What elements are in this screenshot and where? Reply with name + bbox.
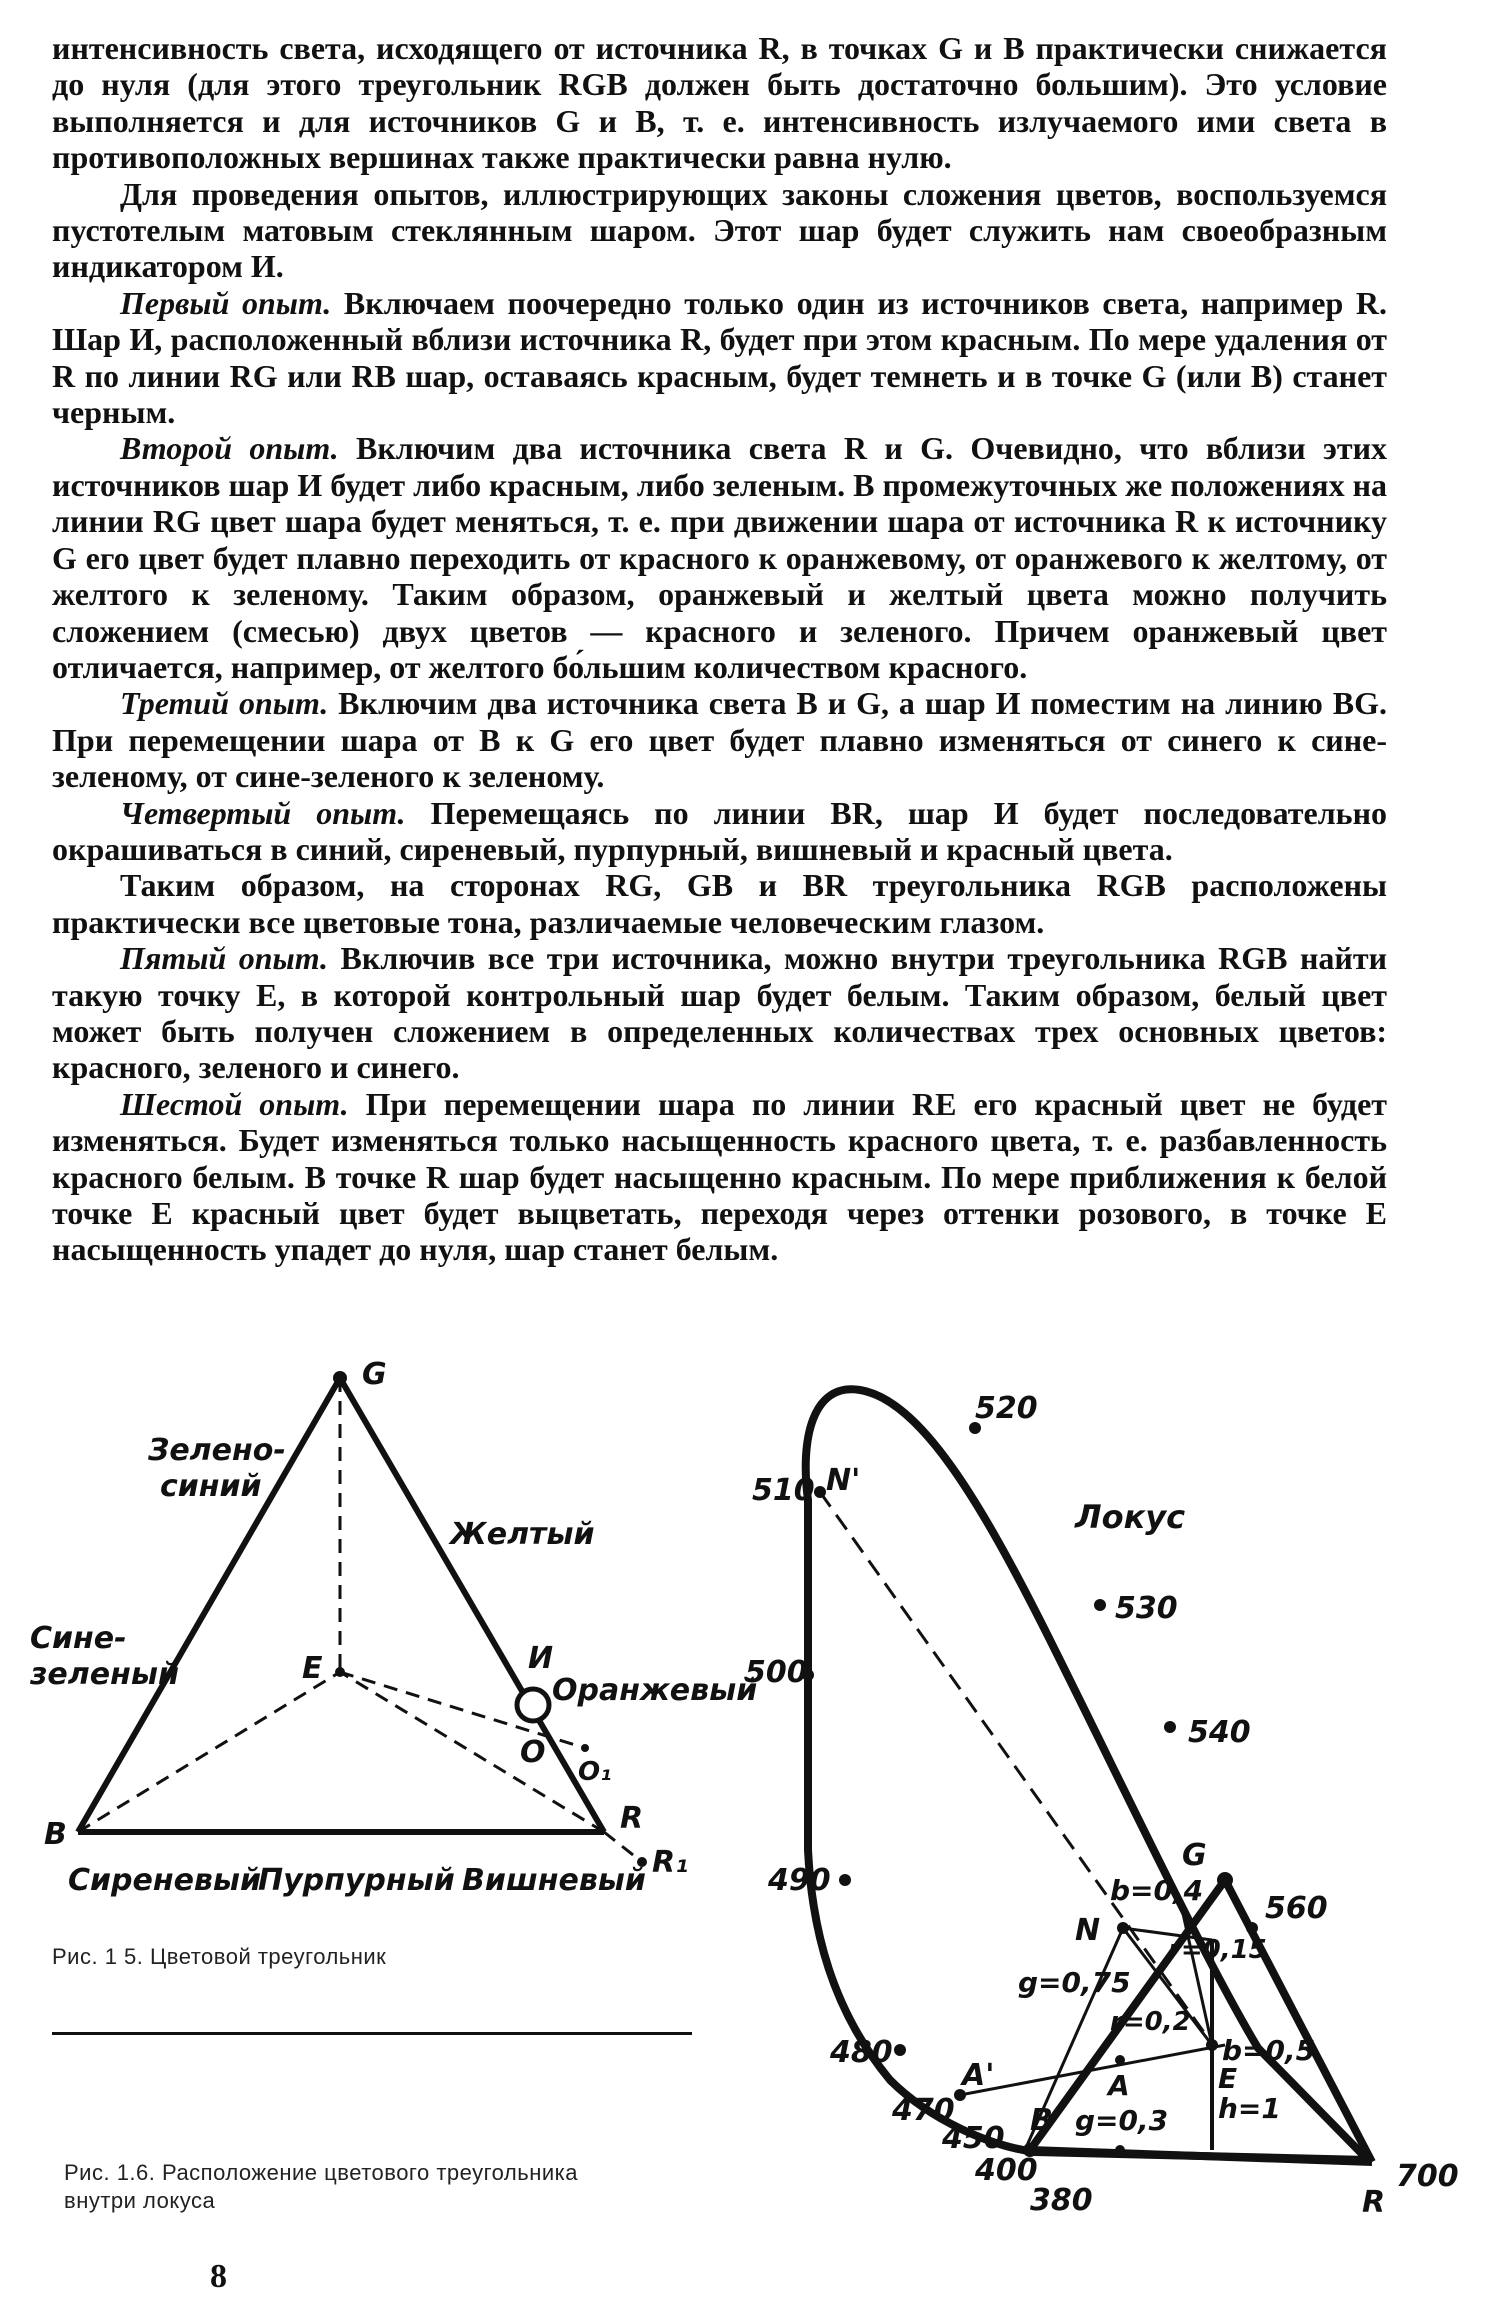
label-520: 520 bbox=[975, 1391, 1038, 1426]
label-g: G bbox=[1182, 1838, 1207, 1873]
label-380: 380 bbox=[1030, 2183, 1093, 2218]
label-green-blue-1: Зелено- bbox=[148, 1433, 286, 1468]
dot-a bbox=[1115, 2055, 1125, 2065]
label-cherry: Вишневый bbox=[462, 1863, 646, 1898]
label-510: 510 bbox=[752, 1473, 815, 1508]
fig16-caption-line-2: внутри локуса bbox=[64, 2188, 216, 2213]
dot-n bbox=[1117, 1922, 1129, 1934]
experiment-title: Второй опыт. bbox=[120, 430, 339, 467]
label-aprime: A' bbox=[962, 2058, 995, 2093]
fig15-caption: Рис. 1 5. Цветовой треугольник bbox=[52, 1944, 387, 1969]
label-o1: O₁ bbox=[578, 1757, 612, 1787]
label-o: O bbox=[520, 1735, 546, 1770]
label-nprime: N' bbox=[826, 1463, 861, 1498]
line-aprime-e bbox=[960, 2045, 1225, 2095]
dot-510 bbox=[814, 1486, 826, 1498]
experiment-title: Пятый опыт. bbox=[120, 940, 329, 977]
paragraph-experiment-3: Третий опыт. Включим два источника света B и G, а шар И поместим на линию BG. При перемещении шара от B к G его цвет будет плавно изменяться от синего к сине-зеленому, от сине-зеленого к зеленому. bbox=[52, 685, 1387, 795]
paragraph-experiment-6: Шестой опыт. При перемещении шара по линии RE его красный цвет не будет изменяться. Будет изменяться только насыщенность красного цвета, т. е. разбавленность красного белым. В точке R шар будет насыщенно красным. По мере приближения к белой точке E красный цвет будет выцветать, переходя через оттенки розового, в точке E насыщенность упадет до нуля, шар станет белым. bbox=[52, 1085, 1388, 1268]
label-490: 490 bbox=[768, 1863, 831, 1898]
dot-e bbox=[1206, 2039, 1218, 2051]
label-b: B bbox=[1030, 2103, 1053, 2138]
label-560: 560 bbox=[1265, 1891, 1328, 1926]
label-i: И bbox=[528, 1641, 554, 1676]
paragraph-experiment-4: Четвертый опыт. Перемещаясь по линии BR, шар И будет последовательно окрашиваться в синий, сиреневый, пурпурный, вишневый и красный цвета. bbox=[52, 794, 1388, 867]
label-r02: r=0,2 bbox=[1110, 2007, 1191, 2037]
page-number: 8 bbox=[210, 2258, 227, 2295]
label-500: 500 bbox=[745, 1655, 808, 1690]
label-e: E bbox=[1218, 2062, 1238, 2095]
label-green-blue-2: синий bbox=[160, 1469, 262, 1504]
dot-490 bbox=[839, 1874, 851, 1886]
label-480: 480 bbox=[830, 2035, 893, 2070]
label-g03: g=0,3 bbox=[1075, 2104, 1169, 2137]
label-b05: b=0,5 bbox=[1222, 2034, 1316, 2067]
label-530: 530 bbox=[1115, 1591, 1178, 1626]
label-r: R bbox=[1362, 2185, 1386, 2220]
paragraph-summary: Таким образом, на сторонах RG, GB и BR треугольника RGB расположены практически все цветовые тона, различаемые человеческим глазом. bbox=[52, 867, 1387, 940]
label-blue-green-2: зеленый bbox=[30, 1657, 179, 1692]
experiment-title: Шестой опыт. bbox=[120, 1085, 349, 1122]
label-450: 450 bbox=[942, 2121, 1005, 2156]
paragraph-experiment-5: Пятый опыт. Включив все три источника, можно внутри треугольника RGB найти такую точку E, в которой контрольный шар будет белым. Таким образом, белый цвет может быть получен сложением в определенных количествах трех основных цветов: красного, зеленого и синего. bbox=[52, 940, 1388, 1086]
label-orange: Оранжевый bbox=[552, 1673, 758, 1708]
label-h1: h=1 bbox=[1218, 2092, 1281, 2125]
label-locus: Локус bbox=[1075, 1498, 1186, 1536]
label-b04: b=0,4 bbox=[1110, 1874, 1204, 1907]
paragraph-experiment-2: Второй опыт. Включим два источника света R и G. Очевидно, что вблизи этих источников шар И будет либо красным, либо зеленым. В промежуточных же положениях на линии RG цвет шара будет меняться, т. е. при движении шара от источника R к источнику G его цвет будет плавно переходить от красного к оранжевому, от оранжевого к желтому, от желтого к зеленому. Таким образом, оранжевый и желтый цвета можно получить сложением (смесью) двух цветов — красного и зеленого. Причем оранжевый цвет отличается, например, от желтого бо́льшим количеством красного. bbox=[52, 430, 1388, 685]
dot-530 bbox=[1094, 1599, 1106, 1611]
dot-480 bbox=[894, 2044, 906, 2056]
label-purple: Пурпурный bbox=[258, 1863, 455, 1898]
dot-g bbox=[1217, 1872, 1233, 1888]
paragraph-intro: интенсивность света, исходящего от источника R, в точках G и B практически снижается до нуля (для этого треугольник RGB должен быть достаточно большим). Это условие выполняется и для источников G и B, т. е. интенсивность излучаемого ими света в противоположных вершинах также практически равна нулю. bbox=[52, 30, 1388, 176]
label-n: N bbox=[1075, 1913, 1101, 1948]
experiment-title: Первый опыт. bbox=[120, 284, 332, 321]
paragraph-indicator: Для проведения опытов, иллюстрирующих законы сложения цветов, воспользуемся пустотелым матовым стеклянным шаром. Этот шар будет служить нам своеобразным индикатором И. bbox=[52, 175, 1387, 285]
label-r: R bbox=[620, 1801, 644, 1836]
label-g: G bbox=[362, 1357, 387, 1392]
dot-560 bbox=[1246, 1922, 1258, 1934]
experiment-title: Третий опыт. bbox=[120, 685, 329, 722]
experiment-title: Четвертый опыт. bbox=[120, 794, 406, 831]
label-g075: g=0,75 bbox=[1018, 1966, 1131, 1999]
label-a: A bbox=[1108, 2069, 1130, 2102]
label-blue-green-1: Сине- bbox=[30, 1621, 127, 1656]
label-lilac: Сиреневый bbox=[68, 1863, 262, 1898]
label-e: E bbox=[302, 1651, 323, 1686]
label-r1: R₁ bbox=[652, 1845, 689, 1880]
dot-g03 bbox=[1115, 2145, 1125, 2155]
label-yellow: Желтый bbox=[450, 1517, 595, 1552]
label-540: 540 bbox=[1188, 1715, 1251, 1750]
dot-540 bbox=[1164, 1721, 1176, 1733]
paragraph-experiment-1: Первый опыт. Включаем поочередно только один из источников света, например R. Шар И, расположенный вблизи источника R, будет при этом красным. По мере удаления от R по линии RG или RB шар, оставаясь красным, будет темнеть и в точке G (или B) станет черным. bbox=[52, 284, 1388, 431]
label-700: 700 bbox=[1396, 2159, 1459, 2194]
label-400: 400 bbox=[975, 2153, 1038, 2188]
label-470: 470 bbox=[892, 2093, 955, 2128]
fig16-caption-line-1: Рис. 1.6. Расположение цветового треугольника bbox=[64, 2160, 578, 2185]
label-r015: r=0,15 bbox=[1168, 1935, 1267, 1965]
label-b: B bbox=[44, 1817, 67, 1852]
